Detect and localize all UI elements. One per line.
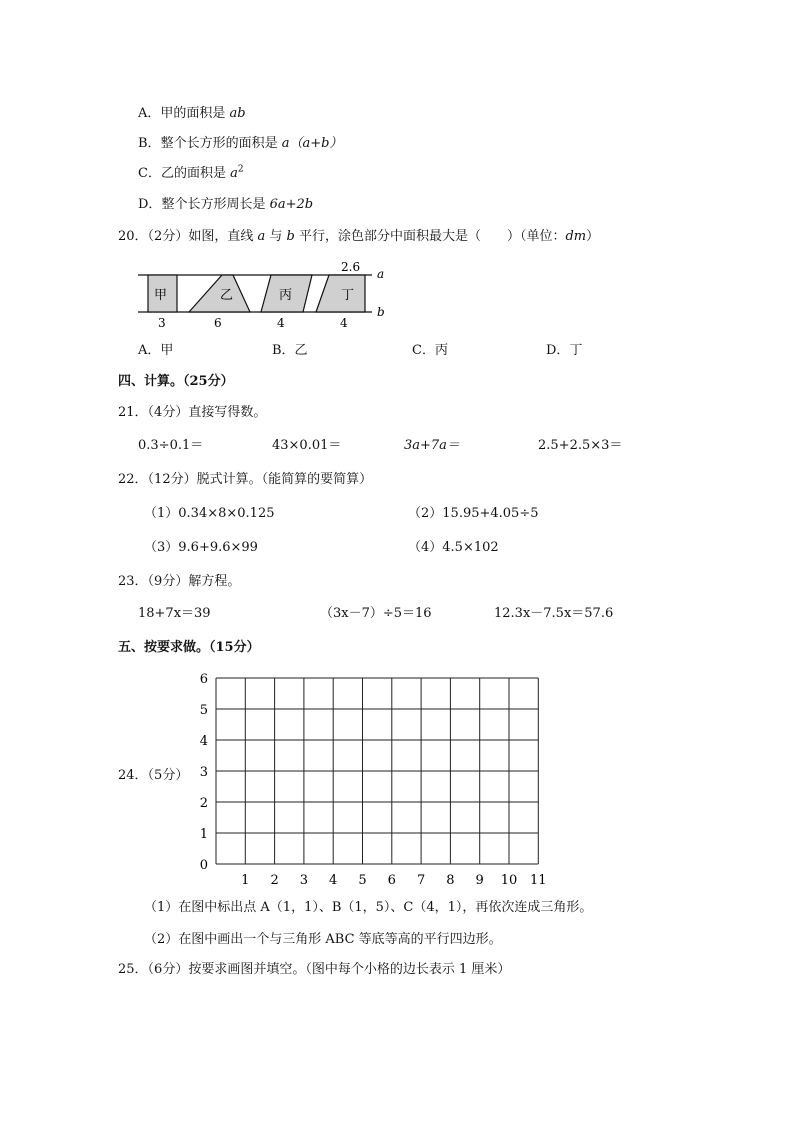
line-b-label: b bbox=[377, 305, 385, 319]
q22-item-3: （3）9.6+9.6×99 bbox=[144, 540, 258, 555]
shape-jia-label: 甲 bbox=[154, 288, 168, 303]
q23-item-3: 12.3x－7.5x＝57.6 bbox=[494, 606, 614, 621]
q20-option-c: C．丙 bbox=[412, 343, 448, 358]
q20-option-b: B．乙 bbox=[272, 343, 308, 358]
x-tick-label: 9 bbox=[475, 873, 484, 888]
q22-item-1: （1）0.34×8×0.125 bbox=[144, 506, 275, 521]
parallel-lines-figure bbox=[130, 256, 400, 332]
q24-label: 24．（5分） bbox=[118, 768, 189, 783]
q22-stem: 22．（12分）脱式计算。（能简算的要简算） bbox=[118, 472, 373, 487]
option-b: B．整个长方形的面积是 a（a+b） bbox=[138, 136, 343, 151]
x-tick-label: 1 bbox=[241, 873, 250, 888]
q24-sub2: （2）在图中画出一个与三角形 ABC 等底等高的平行四边形。 bbox=[144, 932, 502, 947]
section-4-heading: 四、计算。（25分） bbox=[118, 374, 234, 389]
q20-option-d: D．丁 bbox=[546, 343, 583, 358]
y-tick-label: 4 bbox=[199, 734, 208, 749]
q20-stem: 20．（2分）如图，直线 a 与 b 平行，涂色部分中面积最大是（ ）（单位：dm） bbox=[118, 229, 600, 244]
base-jia: 3 bbox=[158, 316, 166, 330]
q23-stem: 23．（9分）解方程。 bbox=[118, 574, 241, 589]
shape-bing-label: 丙 bbox=[279, 288, 293, 303]
option-c: C．乙的面积是 $a^2$ bbox=[138, 164, 244, 181]
line-a-label: a bbox=[377, 267, 385, 281]
base-ding: 4 bbox=[340, 316, 348, 330]
x-tick-label: 10 bbox=[500, 873, 518, 888]
y-tick-label: 6 bbox=[199, 672, 208, 687]
q20-option-a: A．甲 bbox=[138, 343, 174, 358]
q23-item-2: （3x－7）÷5＝16 bbox=[320, 606, 432, 621]
shape-ding-label: 丁 bbox=[341, 288, 355, 303]
x-tick-label: 7 bbox=[416, 873, 426, 888]
option-d: D．整个长方形周长是 6a+2b bbox=[138, 197, 314, 212]
base-yi: 6 bbox=[214, 316, 222, 330]
y-tick-label: 3 bbox=[199, 765, 208, 780]
top-measure: 2.6 bbox=[341, 260, 361, 274]
q22-item-2: （2）15.95+4.05÷5 bbox=[408, 506, 539, 521]
q21-item-3: 3a+7a＝ bbox=[404, 438, 460, 453]
q22-item-4: （4）4.5×102 bbox=[408, 540, 499, 555]
q21-item-1: 0.3÷0.1＝ bbox=[138, 438, 204, 453]
coordinate-grid bbox=[190, 668, 560, 890]
y-tick-label: 5 bbox=[199, 703, 208, 718]
q21-item-4: 2.5+2.5×3＝ bbox=[538, 438, 623, 453]
x-tick-label: 2 bbox=[270, 873, 279, 888]
q21-stem: 21．（4分）直接写得数。 bbox=[118, 405, 267, 420]
q24-sub1: （1）在图中标出点 A（1，1）、B（1，5）、C（4，1），再依次连成三角形。 bbox=[144, 900, 593, 915]
y-tick-label: 0 bbox=[199, 858, 208, 873]
x-tick-label: 5 bbox=[358, 873, 367, 888]
q21-item-2: 43×0.01＝ bbox=[272, 438, 342, 453]
option-a: A．甲的面积是 ab bbox=[138, 106, 246, 121]
x-tick-label: 6 bbox=[387, 873, 396, 888]
q23-item-1: 18+7x＝39 bbox=[138, 606, 211, 621]
y-tick-label: 1 bbox=[199, 827, 208, 842]
x-tick-label: 11 bbox=[530, 873, 547, 888]
section-5-heading: 五、按要求做。（15分） bbox=[118, 640, 260, 655]
base-bing: 4 bbox=[277, 316, 285, 330]
y-tick-label: 2 bbox=[199, 796, 208, 811]
x-tick-label: 3 bbox=[299, 873, 309, 888]
shape-yi-label: 乙 bbox=[220, 288, 234, 303]
x-tick-label: 8 bbox=[446, 873, 455, 888]
q25-stem: 25．（6分）按要求画图并填空。（图中每个小格的边长表示 1 厘米） bbox=[118, 962, 511, 977]
x-tick-label: 4 bbox=[329, 873, 338, 888]
